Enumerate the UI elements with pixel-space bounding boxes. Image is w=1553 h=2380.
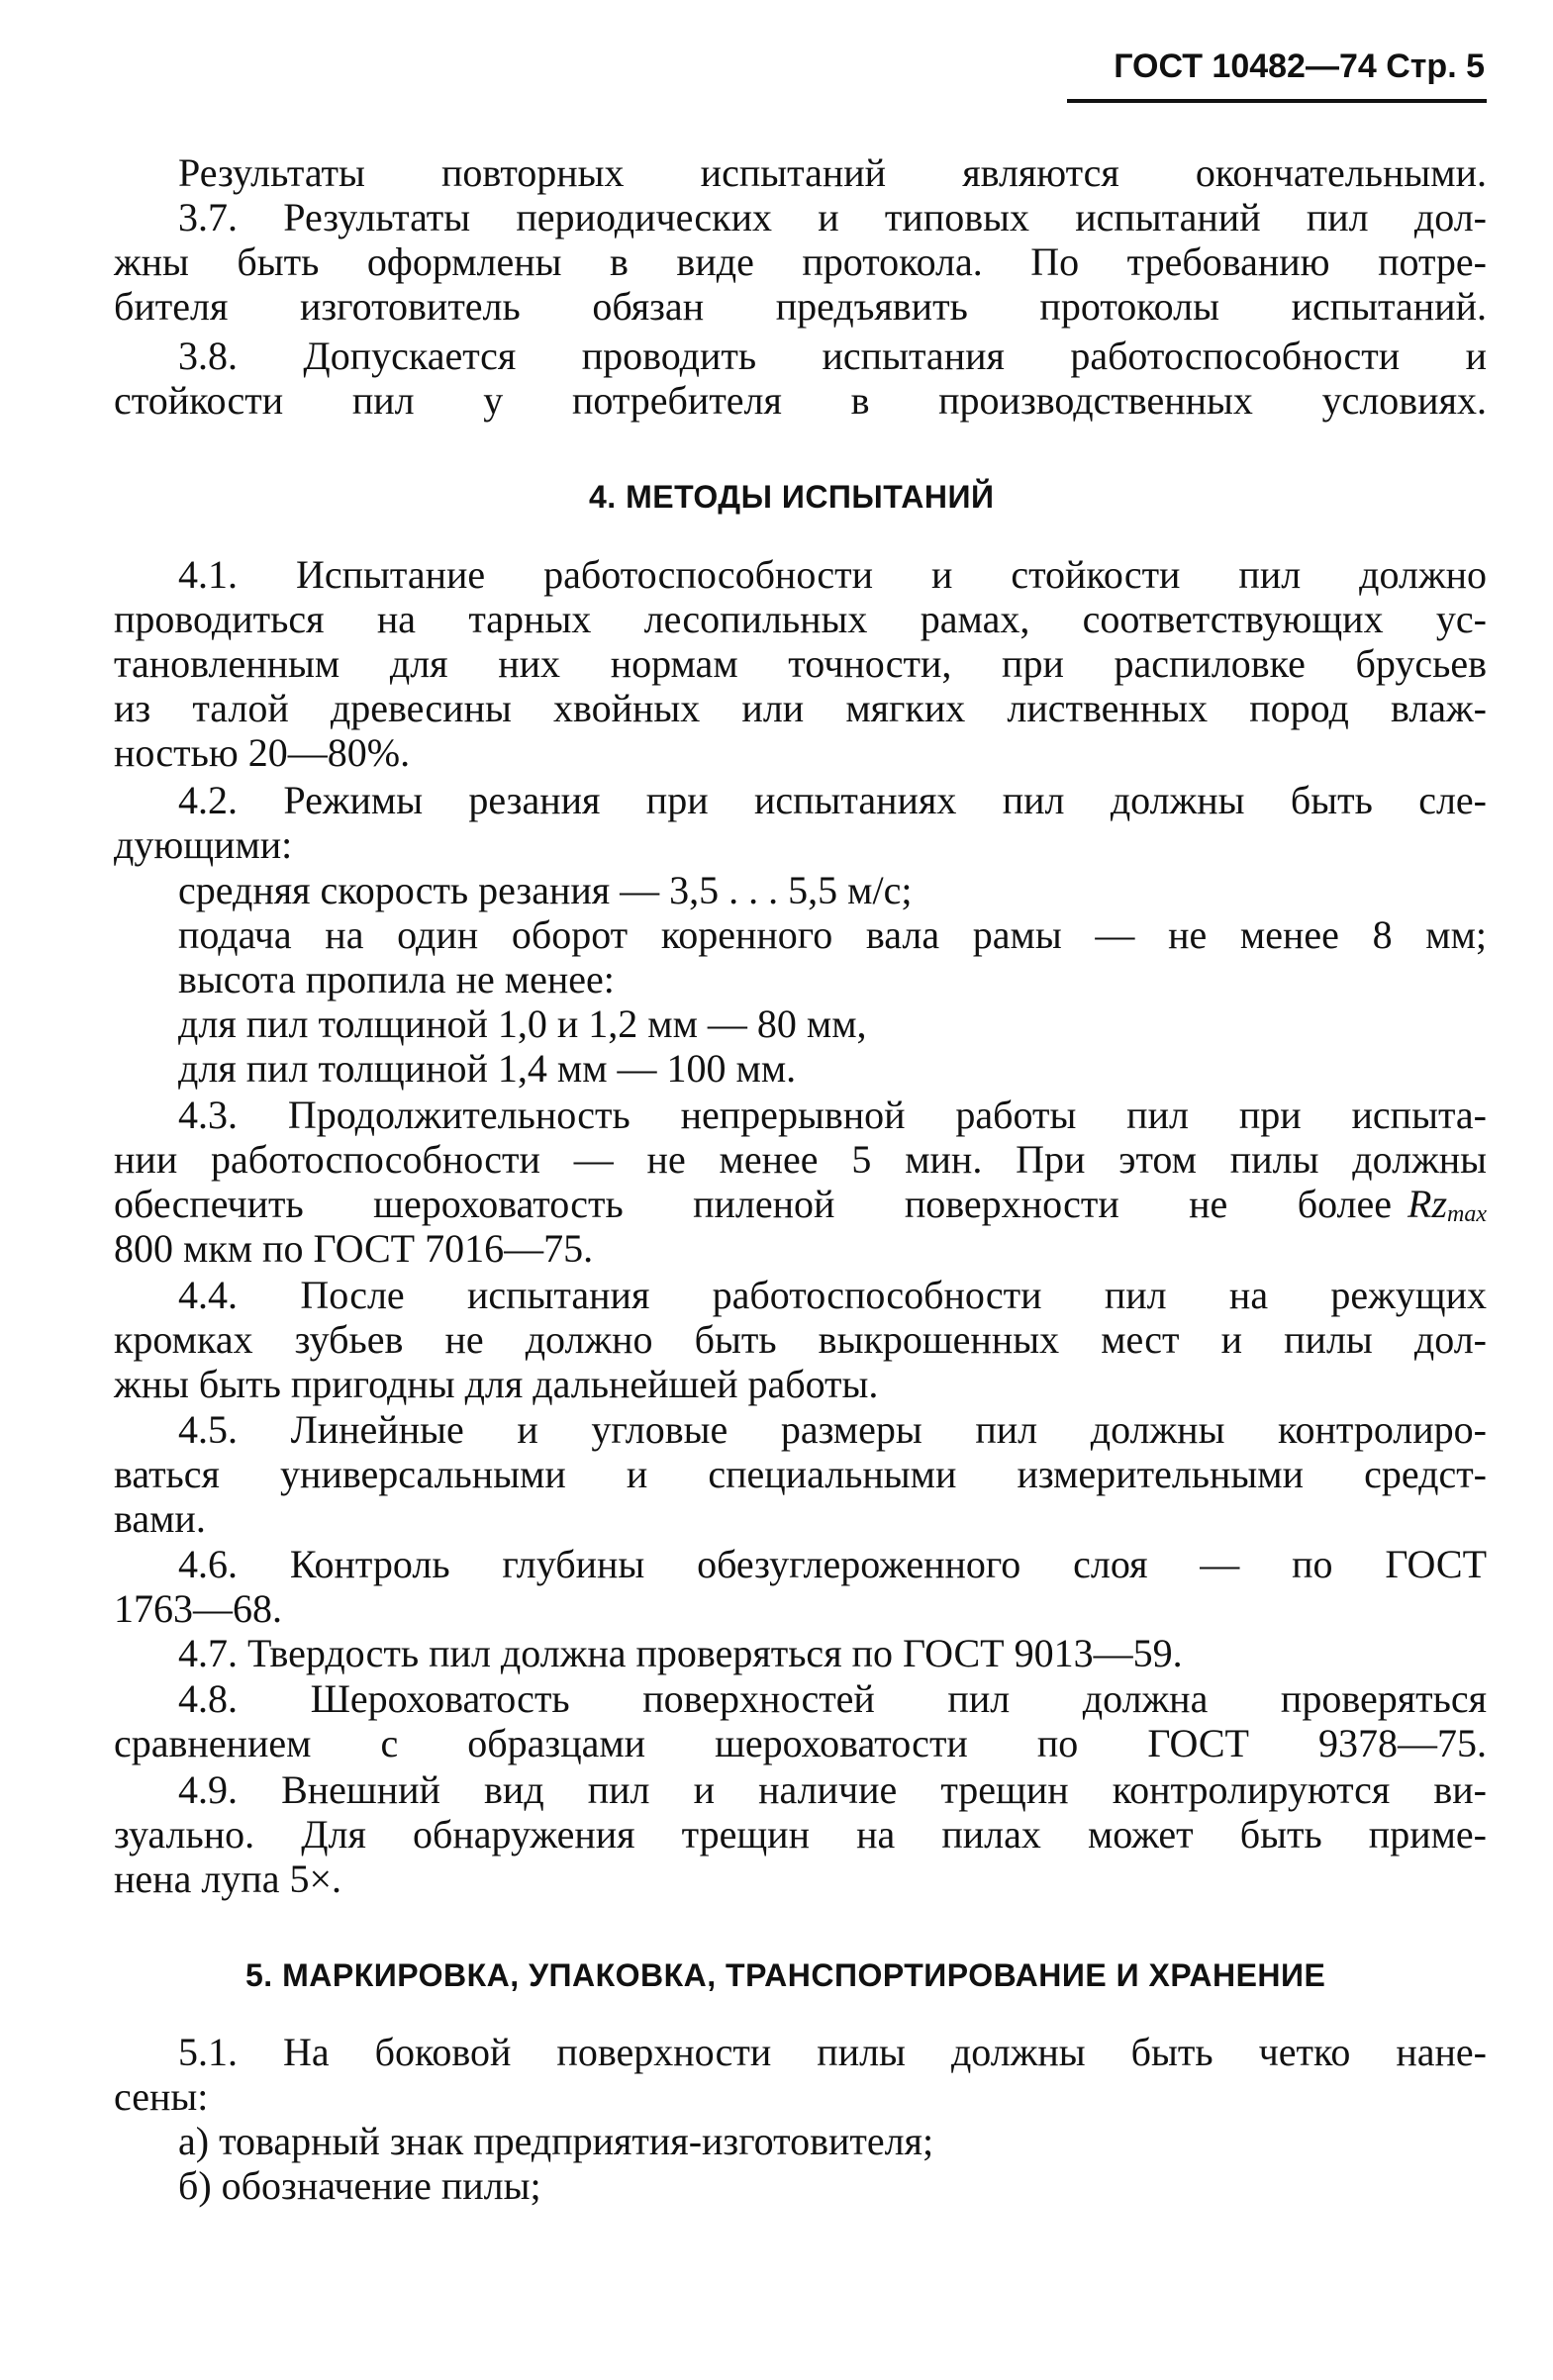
text-line: 4.4. После испытания работоспособности пил на режущих: [178, 1273, 1487, 1317]
text-line: 4.7. Твердость пил должна проверяться по ГОСТ 9013—59.: [178, 1631, 1183, 1675]
text-line: 4.5. Линейные и угловые размеры пил должны контролиро-: [178, 1407, 1487, 1452]
text-line: для пил толщиной 1,0 и 1,2 мм — 80 мм,: [178, 1001, 867, 1046]
text-line: сравнением с образцами шероховатости по ГОСТ 9378—75.: [114, 1721, 1487, 1765]
text-line: 1763—68.: [114, 1586, 282, 1631]
text-line: дующими:: [114, 822, 293, 867]
text-line: жны быть оформлены в виде протокола. По требованию потре-: [114, 239, 1487, 284]
text-line: кромках зубьев не должно быть выкрошенных мест и пилы дол-: [114, 1317, 1487, 1362]
text-line: обеспечить шероховатость пиленой поверхности не более: [114, 1182, 1393, 1226]
text-line: 4.1. Испытание работоспособности и стойкости пил должно: [178, 552, 1487, 597]
text-line: нена лупа 5×.: [114, 1856, 341, 1901]
text-line: 4.3. Продолжительность непрерывной работы пил при испыта-: [178, 1093, 1487, 1137]
text-line: 4.9. Внешний вид пил и наличие трещин контролируются ви-: [178, 1767, 1487, 1812]
text-line: зуально. Для обнаружения трещин на пилах может быть приме-: [114, 1812, 1487, 1856]
text-line: проводиться на тарных лесопильных рамах, соответствующих ус-: [114, 597, 1487, 641]
text-line: подача на один оборот коренного вала рамы — не менее 8 мм;: [178, 912, 1487, 957]
text-line: тановленным для них нормам точности, при распиловке брусьев: [114, 641, 1487, 686]
section-heading: 5. МАРКИРОВКА, УПАКОВКА, ТРАНСПОРТИРОВАНИЕ И ХРАНЕНИЕ: [245, 1957, 1326, 1993]
text-line: 3.8. Допускается проводить испытания работоспособности и: [178, 333, 1487, 378]
text-line: стойкости пил у потребителя в производственных условиях.: [114, 378, 1487, 423]
text-line: сены:: [114, 2074, 209, 2119]
rz-subscript: max: [1447, 1201, 1487, 1227]
text-line: 5.1. На боковой поверхности пилы должны быть четко нане-: [178, 2030, 1487, 2074]
text-line: жны быть пригодны для дальнейшей работы.: [114, 1362, 879, 1406]
text-line: для пил толщиной 1,4 мм — 100 мм.: [178, 1046, 797, 1091]
text-line: высота пропила не менее:: [178, 957, 615, 1001]
text-line: б) обозначение пилы;: [178, 2163, 541, 2208]
text-line: ностью 20—80%.: [114, 730, 411, 775]
text-line: 3.7. Результаты периодических и типовых испытаний пил дол-: [178, 195, 1487, 239]
text-line: 4.6. Контроль глубины обезуглероженного слоя — по ГОСТ: [178, 1542, 1487, 1586]
text-line: из талой древесины хвойных или мягких лиственных пород влаж-: [114, 686, 1487, 730]
section-heading: 4. МЕТОДЫ ИСПЫТАНИЙ: [589, 479, 995, 515]
text-line: а) товарный знак предприятия-изготовителя;: [178, 2119, 934, 2163]
text-line: 4.8. Шероховатость поверхностей пил должна проверяться: [178, 1676, 1487, 1721]
text-line: вами.: [114, 1496, 206, 1541]
rz-formula: [1407, 1182, 1487, 1237]
text-line: ваться универсальными и специальными измерительными средст-: [114, 1452, 1487, 1496]
rz-symbol: Rz: [1407, 1182, 1448, 1226]
text-line: бителя изготовитель обязан предъявить протоколы испытаний.: [114, 284, 1487, 329]
text-line: 4.2. Режимы резания при испытаниях пил должны быть сле-: [178, 778, 1487, 822]
header-rule: [1067, 99, 1487, 103]
text-line: 800 мкм по ГОСТ 7016—75.: [114, 1226, 594, 1271]
text-line: Результаты повторных испытаний являются окончательными.: [178, 150, 1487, 195]
text-line: средняя скорость резания — 3,5 . . . 5,5 м/с;: [178, 868, 913, 912]
text-line: нии работоспособности — не менее 5 мин. При этом пилы должны: [114, 1137, 1487, 1182]
page-header: ГОСТ 10482—74 Стр. 5: [1114, 48, 1485, 85]
